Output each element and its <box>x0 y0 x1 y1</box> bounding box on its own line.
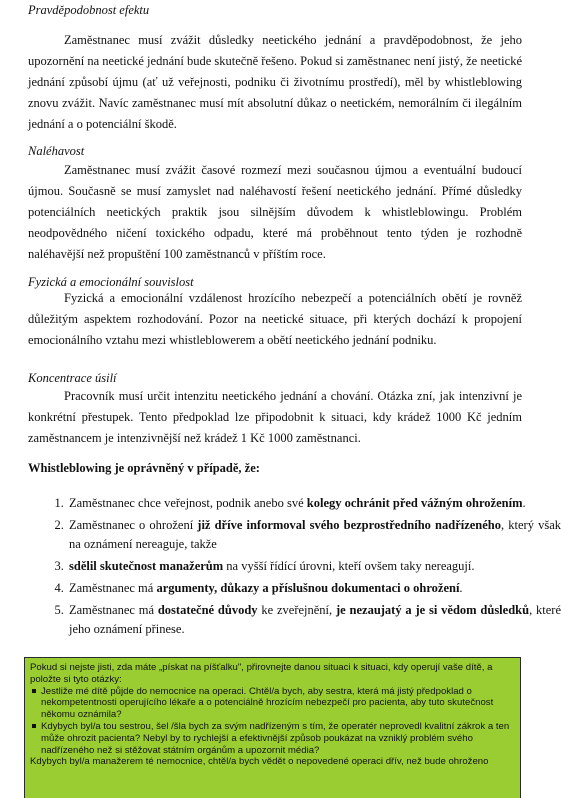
tip-box-bullet: Jestliže mé dítě půjde do nemocnice na operaci. Chtěl/a bych, aby sestra, která má jistý předpoklad o nekompetentnosti operujícího lékaře a o potenciálně hrozícím nebezpečí pro pacienta, aby tuto skutečnost někomu oznámila? <box>41 686 515 721</box>
section-paragraph-concentration <box>28 386 522 449</box>
section-paragraph-urgency <box>28 160 522 265</box>
tip-box-bullets <box>30 686 515 757</box>
section-text: Pracovník musí určit intenzitu neetického jednání a chování. Otázka zní, jak intenzivní je konkrétní přestupek. Tento předpoklad lze připodobnit k situaci, kdy krádež 1000 Kč jedním zaměstnancem je intenzivnější než krádež 1 Kč 1000 zaměstnanci. <box>28 389 522 445</box>
section-paragraph-probability <box>28 30 522 135</box>
conditions-list <box>28 494 561 642</box>
tip-box-tail: Kdybych byl/a manažerem té nemocnice, chtěl/a bych vědět o nepovedené operaci dřív, než bude ohroženo <box>30 756 489 768</box>
section-title-urgency: Naléhavost <box>28 144 85 158</box>
list-item: 2. Zaměstnanec o ohrožení již dříve informoval svého bezprostředního nadřízeného, který však na oznámení nereaguje, takže <box>67 516 561 554</box>
conditions-heading: Whistleblowing je oprávněný v případě, že: <box>28 461 260 475</box>
section-text: Zaměstnanec musí zvážit časové rozmezí mezi současnou újmou a eventuální budoucí újmou. Současně se musí zamyslet nad naléhavostí řešení neetického jednání. Přímé důsledky potenciálních neetických praktik jsou silnějším důvodem k whistleblowingu. Problém neodpovědného ničení toxického odpadu, které má proběhnout tento týden je rozhodně naléhavější než propuštění 100 zaměstnanců v příštím roce. <box>28 163 522 261</box>
section-text: Zaměstnanec musí zvážit důsledky neetického jednání a pravděpodobnost, že jeho upozornění na neetické jednání bude skutečně řešeno. Pokud si zaměstnanec není jistý, že neetické jednání způsobí újmu (ať už veřejnosti, podniku či životnímu prostředí), měl by whistleblowing znovu zvážit. Navíc zaměstnanec musí mít absolutní důkaz o neetickém, nemorálním či ilegálním jednání a o potenciální škodě. <box>28 33 522 131</box>
section-paragraph-proximity <box>28 288 522 351</box>
list-item: 3. sdělil skutečnost manažerům na vyšší řídící úrovni, kteří ovšem taky nereagují. <box>67 557 561 576</box>
section-title-proximity: Fyzická a emocionální souvislost <box>28 275 194 289</box>
list-item: 1. Zaměstnanec chce veřejnost, podnik anebo své kolegy ochránit před vážným ohrožením. <box>67 494 561 513</box>
list-item: 5. Zaměstnanec má dostatečné důvody ke zveřejnění, je nezaujatý a je si vědom důsledků, které jeho oznámení přinese. <box>67 601 561 639</box>
tip-box-intro: Pokud si nejste jisti, zda máte „pískat na píšťalku", přirovnejte danou situaci k situaci, kdy operují vaše dítě, a položte si tyto otázky: <box>30 662 493 685</box>
section-title-probability: Pravděpodobnost efektu <box>28 3 150 17</box>
tip-box <box>24 657 521 798</box>
tip-box-bullet: Kdybych byl/a tou sestrou, šel /šla bych za svým nadřízeným s tím, že operatér neprovedl kvalitní zákrok a ten může ohrozit pacienta? Nebyl by to rychlejší a efektivnější způsob poukázat na vzniklý problém svého nadřízeného než si stěžovat státním orgánům a upozornit média? <box>41 721 515 756</box>
section-text: Fyzická a emocionální vzdálenost hrozícího nebezpečí a potenciálních obětí je rovněž důležitým aspektem rozhodování. Pozor na neetické situace, při kterých dochází k propojení emocionálního vztahu mezi whistleblowerem a obětí neetického jednání podniku. <box>28 291 522 347</box>
section-title-concentration: Koncentrace úsilí <box>28 371 117 385</box>
list-item: 4. Zaměstnanec má argumenty, důkazy a příslušnou dokumentaci o ohrožení. <box>67 579 561 598</box>
